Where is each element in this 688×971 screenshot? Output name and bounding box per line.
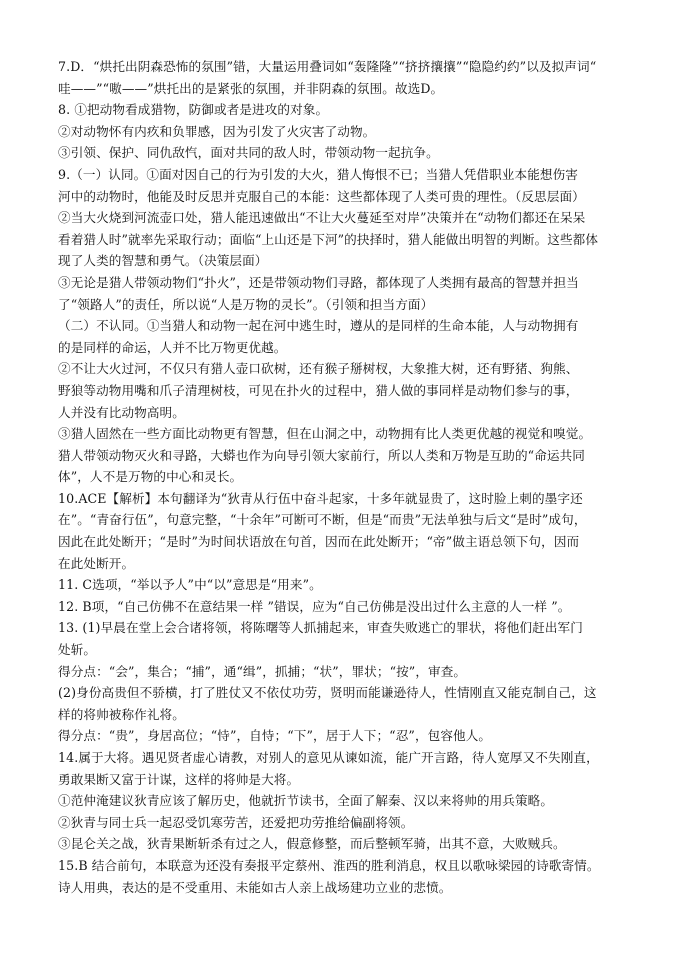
- text-line: 因此在此处断开；“是时”为时间状语放在句首，因而在此处断开；“帝”做主语总领下句，因而: [58, 534, 580, 550]
- text-line: 看着猎人时”就率先采取行动；面临“上山还是下河”的抉择时，猎人能做出明智的判断。这些都体: [58, 231, 599, 247]
- text-line: 样的将帅被称作礼将。: [58, 706, 185, 722]
- text-line: （二）不认同。①当猎人和动物一起在河中逃生时，遵从的是同样的生命本能，人与动物拥有: [58, 318, 579, 334]
- text-line: ②不让大火过河，不仅只有猎人壶口砍树，还有猴子掰树杈，大象推大树，还有野猪、狗熊、: [58, 361, 579, 377]
- text-line: 体”，人不是万物的中心和灵长。: [58, 469, 243, 485]
- text-line: 现了人类的智慧和勇气。（决策层面）: [58, 253, 268, 269]
- text-line: 猎人带领动物灭火和寻路，大蟒也作为向导引领大家前行，所以人类和万物是互助的“命运共同: [58, 447, 585, 463]
- text-line: 哇——”“嗷——”烘托出的是紧张的氛围，并非阴森的氛围。故选D。: [58, 80, 444, 96]
- text-line: 处斩。: [58, 642, 97, 658]
- text-line: (2)身份高贵但不骄横，打了胜仗又不依仗功劳，贤明而能谦逊待人，性情刚直又能克制自己，这: [58, 685, 597, 701]
- text-line: 14.属于大将。遇见贤者虚心请教，对别人的意见从谏如流，能广开言路，待人宽厚又不失刚直，: [58, 750, 599, 765]
- text-line: ③猎人固然在一些方面比动物更有智慧，但在山洞之中，动物拥有比人类更优越的视觉和嗅觉。: [58, 426, 592, 442]
- text-line: 15.B 结合前句，本联意为还没有奏报平定蔡州、淮西的胜利消息，权且以歌咏梁园的诗歌寄情。: [58, 857, 600, 873]
- text-line: 野狼等动物用嘴和爪子清理树枝，可见在扑火的过程中，猎人做的事同样是动物们参与的事，: [58, 382, 579, 398]
- text-line: ②当大火烧到河流壶口处，猎人能迅速做出“不让大火蔓延至对岸”决策并在“动物们都还在呆呆: [58, 210, 586, 226]
- text-line: 的是同样的命运，人并不比万物更优越。: [58, 339, 287, 355]
- text-line: 12. B项，“自己仿佛不在意结果一样 ”错误，应为“自己仿佛是没出过什么主意的人一样 ”。: [58, 598, 571, 614]
- text-line: ③无论是猎人带领动物们“扑火”，还是带领动物们寻路，都体现了人类拥有最高的智慧并担当: [58, 274, 579, 290]
- text-line: ②对动物怀有内疚和负罪感，因为引发了火灾害了动物。: [58, 123, 376, 139]
- text-line: 河中的动物时，他能及时反思并克服自己的本能：这些都体现了人类可贵的理性。（反思层面）: [58, 188, 585, 204]
- text-line: 11. C选项，“举以予人”中“以”意思是“用来”。: [58, 577, 322, 593]
- text-line: 得分点：“会”，集合；“捕”，通“缉”，抓捕；“状”，罪状；“按”，审查。: [58, 663, 467, 679]
- text-line: 10.ACE【解析】本句翻译为“狄青从行伍中奋斗起家，十多年就显贵了，这时脸上刺的墨字还: [58, 490, 583, 506]
- text-line: ③昆仑关之战，狄青果断斩杀有过之人，假意修整，而后整顿军骑，出其不意，大败贼兵。: [58, 836, 566, 852]
- text-line: 人并没有比动物高明。: [58, 404, 185, 420]
- text-line: 得分点：“贵”，身居高位；“恃”，自恃；“下”，居于人下；“忍”，包容他人。: [58, 728, 492, 744]
- text-line: 13. (1)早晨在堂上会合诸将领，将陈曙等人抓捕起来，审查失败逃亡的罪状，将他们赶出军门: [58, 620, 583, 636]
- text-line: 在”。“青奋行伍”，句意完整，“十余年”可断可不断，但是“而贵”无法单独与后文“是时”成句，: [58, 512, 587, 528]
- text-line: ③引领、保护、同仇敌忾，面对共同的敌人时，带领动物一起抗争。: [58, 145, 439, 161]
- text-line: 勇敢果断又富于计谋，这样的将帅是大将。: [58, 771, 300, 787]
- text-line: 8. ①把动物看成猎物，防御或者是进攻的对象。: [58, 102, 329, 118]
- text-line: 7.D．“烘托出阴森恐怖的氛围”错，大量运用叠词如“轰隆隆”“挤挤攘攘”“隐隐约约”以及拟声词“: [58, 59, 597, 74]
- text-line: ①范仲淹建议狄青应该了解历史，他就折节读书，全面了解秦、汉以来将帅的用兵策略。: [58, 793, 554, 809]
- text-line: 在此处断开。: [58, 555, 135, 571]
- text-line: 了“领路人”的责任，所以说“人是万物的灵长”。（引领和担当方面）: [58, 296, 434, 312]
- text-line: 诗人用典，表达的是不受重用、未能如古人亲上战场建功立业的悲愤。: [58, 879, 452, 895]
- text-line: 9.（一）认同。①面对因自己的行为引发的大火，猎人悔恨不已；当猎人凭借职业本能想伤害: [58, 166, 578, 182]
- text-line: ②狄青与同士兵一起忍受饥寒劳苦，还爱把功劳推给偏副将领。: [58, 814, 414, 830]
